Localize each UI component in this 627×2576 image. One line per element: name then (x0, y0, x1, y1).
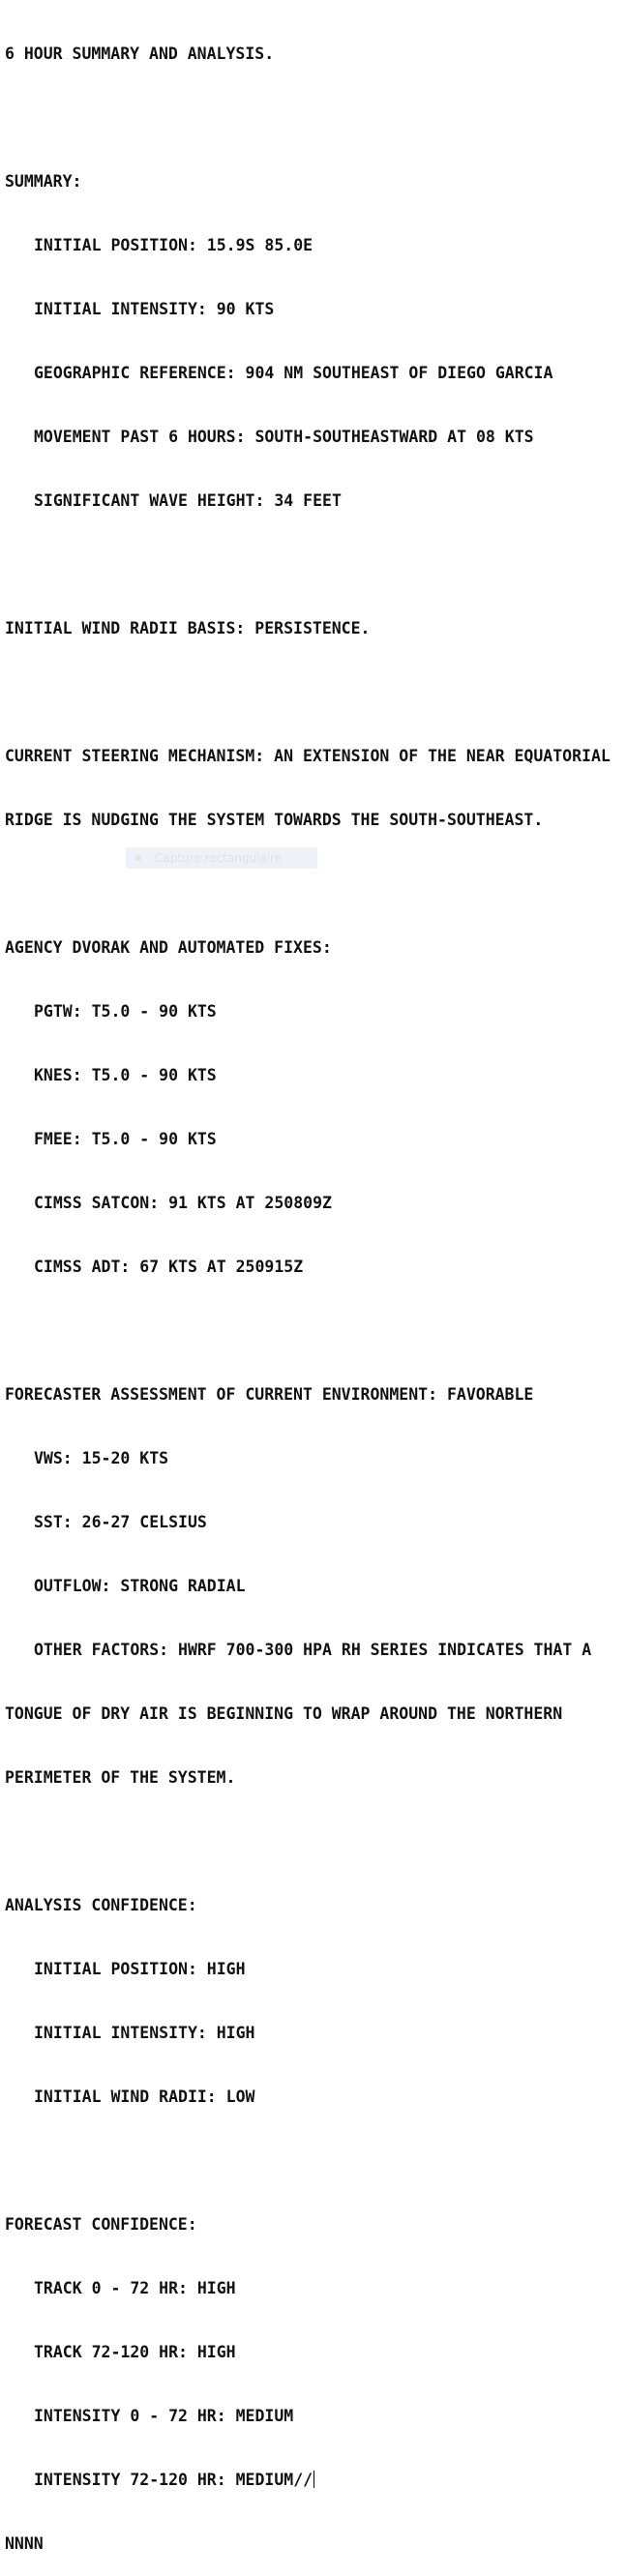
bulletin-text (5, 1, 611, 2576)
forecast-intensity-72-120-row[interactable] (5, 2470, 611, 2491)
steering-line-2: RIDGE IS NUDGING THE SYSTEM TOWARDS THE SOUTH-SOUTHEAST. (5, 811, 544, 829)
blank-line (5, 682, 611, 703)
env-other-3: PERIMETER OF THE SYSTEM. (5, 1768, 236, 1787)
blank-line (5, 554, 611, 576)
blank-line (5, 873, 611, 895)
blank-line (5, 1831, 611, 1852)
fix-knes: KNES: T5.0 - 90 KTS (34, 1066, 217, 1084)
wind-radii-basis: INITIAL WIND RADII BASIS: PERSISTENCE. (5, 619, 371, 637)
initial-intensity: INITIAL INTENSITY: 90 KTS (34, 300, 275, 318)
forecast-track-72-120: TRACK 72-120 HR: HIGH (34, 2343, 236, 2361)
fixes-heading: AGENCY DVORAK AND AUTOMATED FIXES: (5, 938, 332, 957)
blank-line (5, 1320, 611, 1342)
forecast-intensity-0-72: INTENSITY 0 - 72 HR: MEDIUM (34, 2407, 294, 2425)
forecast-intensity-72-120: INTENSITY 72-120 HR: MEDIUM// (34, 2471, 314, 2489)
forecast-track-0-72: TRACK 0 - 72 HR: HIGH (34, 2279, 236, 2297)
blank-line (5, 107, 611, 129)
end-marker: NNNN (5, 2534, 44, 2553)
analysis-intensity: INITIAL INTENSITY: HIGH (34, 2024, 255, 2042)
capture-icon (135, 855, 141, 861)
analysis-confidence-heading: ANALYSIS CONFIDENCE: (5, 1896, 197, 1914)
geographic-reference: GEOGRAPHIC REFERENCE: 904 NM SOUTHEAST OF DIEGO GARCIA (34, 364, 553, 382)
forecast-confidence-heading: FORECAST CONFIDENCE: (5, 2215, 197, 2234)
capture-tooltip[interactable] (126, 847, 317, 869)
movement: MOVEMENT PAST 6 HOURS: SOUTH-SOUTHEASTWARD AT 08 KTS (34, 428, 534, 446)
analysis-position: INITIAL POSITION: HIGH (34, 1960, 246, 1978)
env-outflow: OUTFLOW: STRONG RADIAL (34, 1577, 246, 1595)
fix-satcon: CIMSS SATCON: 91 KTS AT 250809Z (34, 1194, 332, 1212)
analysis-wind-radii: INITIAL WIND RADII: LOW (34, 2087, 255, 2106)
environment-heading: FORECASTER ASSESSMENT OF CURRENT ENVIRONMENT: FAVORABLE (5, 1385, 534, 1404)
env-sst: SST: 26-27 CELSIUS (34, 1513, 207, 1531)
env-other-2: TONGUE OF DRY AIR IS BEGINNING TO WRAP AROUND THE NORTHERN (5, 1704, 563, 1723)
initial-position: INITIAL POSITION: 15.9S 85.0E (34, 236, 314, 254)
wave-height: SIGNIFICANT WAVE HEIGHT: 34 FEET (34, 491, 342, 510)
summary-heading: SUMMARY: (5, 172, 82, 191)
env-vws: VWS: 15-20 KTS (34, 1449, 169, 1467)
fix-fmee: FMEE: T5.0 - 90 KTS (34, 1130, 217, 1148)
blank-line (5, 2150, 611, 2172)
document-title: 6 HOUR SUMMARY AND ANALYSIS. (5, 44, 275, 63)
steering-line-1: CURRENT STEERING MECHANISM: AN EXTENSION OF THE NEAR EQUATORIAL (5, 747, 611, 765)
capture-tooltip-label: Capture rectangulaire (155, 851, 283, 865)
fix-pgtw: PGTW: T5.0 - 90 KTS (34, 1002, 217, 1021)
env-other-1: OTHER FACTORS: HWRF 700-300 HPA RH SERIES INDICATES THAT A (34, 1641, 592, 1659)
fix-adt: CIMSS ADT: 67 KTS AT 250915Z (34, 1258, 304, 1276)
